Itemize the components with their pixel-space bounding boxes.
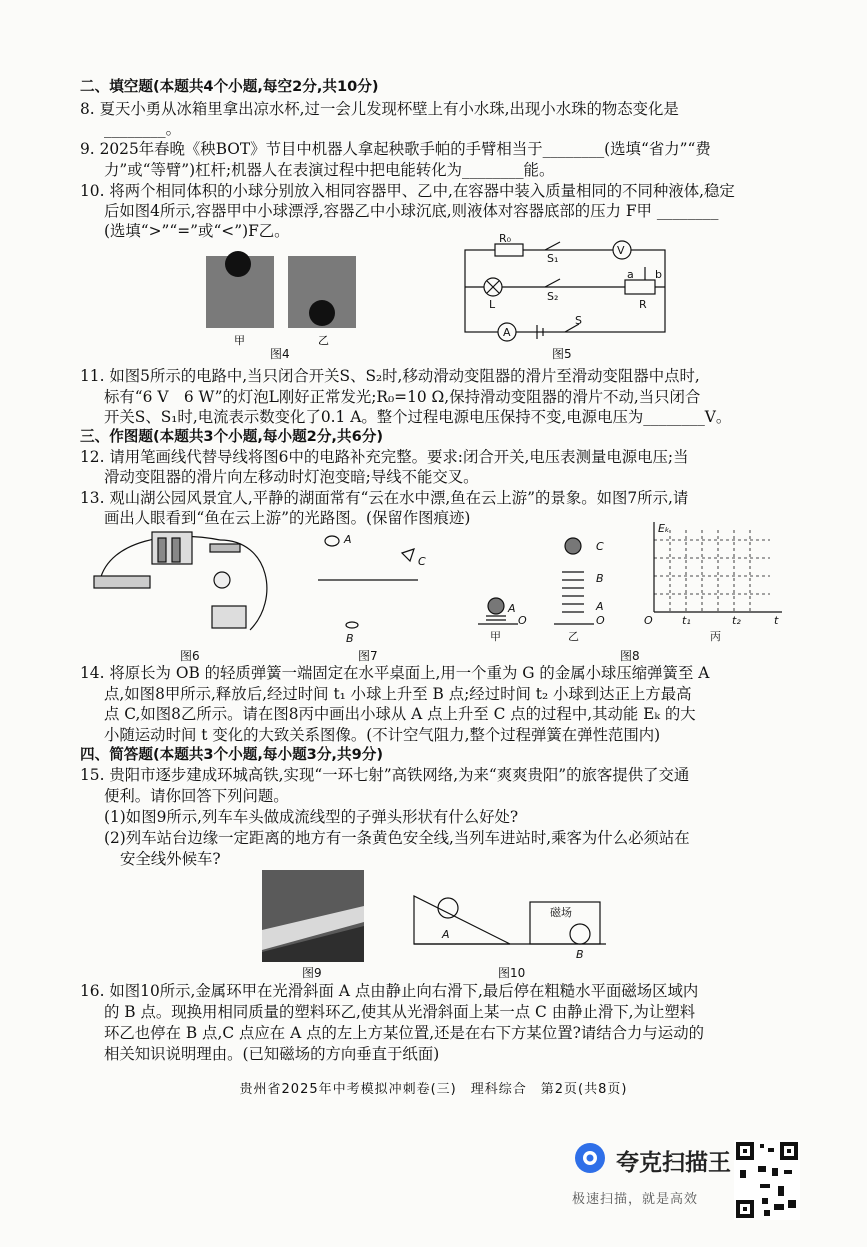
question-13: 13. 观山湖公园风景宜人,平静的湖面常有“云在水中漂,鱼在云上游”的景象。如图7所示,请 xyxy=(80,489,689,507)
fig8-jia-O: O xyxy=(518,614,527,627)
scanner-watermark xyxy=(572,1140,862,1232)
figure-9-train-photo xyxy=(262,870,364,962)
question-14: 14. 将原长为 OB 的轻质弹簧一端固定在水平桌面上,用一个重为 G 的金属小球压缩弹簧至 A xyxy=(80,664,710,682)
question-14-cont2: 点 C,如图8乙所示。请在图8丙中画出小球从 A 点上升至 C 点的过程中,其动能 Eₖ 的大 xyxy=(104,705,696,723)
brand-name: 夸克扫描王 xyxy=(616,1150,731,1176)
figure-8 xyxy=(470,520,790,652)
fig5-caption: 图5 xyxy=(552,347,572,361)
fig7-A: A xyxy=(344,533,352,546)
fig5-R0: R₀ xyxy=(499,232,512,245)
question-10: 10. 将两个相同体积的小球分别放入相同容器甲、乙中,在容器中装入质量相同的不同种液体,稳定 xyxy=(80,182,735,200)
fig10-field: 磁场 xyxy=(550,906,572,919)
fig5-A: A xyxy=(503,326,511,339)
question-15-sub2: (2)列车站台边缘一定距离的地方有一条黄色安全线,当列车进站时,乘客为什么必须站在 xyxy=(104,829,690,847)
fig8-t2: t₂ xyxy=(732,614,741,627)
figure-7 xyxy=(310,525,440,645)
fig8-yi-O: O xyxy=(596,614,605,627)
fig5-S: S xyxy=(575,314,582,327)
figure-5 xyxy=(455,232,670,344)
fig10-B: B xyxy=(576,948,584,961)
page-footer: 贵州省2025年中考模拟冲刺卷(三) 理科综合 第2页(共8页) xyxy=(239,1082,628,1097)
fig8-Ek: Eₖ xyxy=(658,522,670,535)
question-11-cont2: 开关S、S₁时,电流表示数变化了0.1 A。整个过程电源电压保持不变,电源电压为________V。 xyxy=(104,408,732,426)
figure-6 xyxy=(80,520,280,645)
question-15-cont: 便利。请你回答下列问题。 xyxy=(104,787,289,805)
section-drawing: 三、作图题(本题共3个小题,每小题2分,共6分) xyxy=(80,428,383,445)
question-12-cont: 滑动变阻器的滑片向左移动时灯泡变暗;导线不能交叉。 xyxy=(104,468,479,486)
question-13-cont: 画出人眼看到“鱼在云上游”的光路图。(保留作图痕迹) xyxy=(104,509,471,527)
fig7-caption: 图7 xyxy=(358,649,378,663)
fig8-caption: 图8 xyxy=(620,649,640,663)
fig8-t1: t₁ xyxy=(682,614,691,627)
section-fill-in: 二、填空题(本题共4个小题,每空2分,共10分) xyxy=(80,78,379,95)
fig8-jia-A: A xyxy=(508,602,516,615)
fig5-a: a xyxy=(627,268,634,281)
question-15: 15. 贵阳市逐步建成环城高铁,实现“一环七射”高铁网络,为来“爽爽贵阳”的旅客提供了交通 xyxy=(80,766,690,784)
fig10-A: A xyxy=(442,928,450,941)
fig8-bing-O: O xyxy=(644,614,653,627)
fig6-caption: 图6 xyxy=(180,649,200,663)
question-11: 11. 如图5所示的电路中,当只闭合开关S、S₂时,移动滑动变阻器的滑片至滑动变阻器中点时, xyxy=(80,367,700,385)
fig4-label-yi: 乙 xyxy=(318,334,329,347)
fig8-bing: 丙 xyxy=(710,630,721,643)
fig5-S2: S₂ xyxy=(547,290,559,303)
fig8-B: B xyxy=(596,572,604,585)
brand-tagline: 极速扫描，就是高效 xyxy=(572,1192,699,1207)
fig9-caption: 图9 xyxy=(302,966,322,980)
fig4-caption: 图4 xyxy=(270,347,290,361)
fig5-R: R xyxy=(639,298,647,311)
fig8-jia: 甲 xyxy=(490,630,501,643)
quark-logo-icon xyxy=(572,1140,608,1176)
question-14-cont3: 小随运动时间 t 变化的大致关系图像。(不计空气阻力,整个过程弹簧在弹性范围内) xyxy=(104,726,661,744)
question-10-cont: 后如图4所示,容器甲中小球漂浮,容器乙中小球沉底,则液体对容器底部的压力 F甲 ________ xyxy=(104,202,719,220)
question-9-cont: 力”或“等臂”)杠杆;机器人在表演过程中把电能转化为________能。 xyxy=(104,161,555,179)
fig5-b: b xyxy=(655,268,662,281)
question-15-sub2-cont: 安全线外候车? xyxy=(120,850,221,868)
question-12: 12. 请用笔画线代替导线将图6中的电路补充完整。要求:闭合开关,电压表测量电源电压;当 xyxy=(80,448,689,466)
fig4-label-jia: 甲 xyxy=(234,334,245,347)
question-16: 16. 如图10所示,金属环甲在光滑斜面 A 点由静止向右滑下,最后停在粗糙水平面磁场区域内 xyxy=(80,982,699,1000)
fig8-C: C xyxy=(596,540,604,553)
question-16-cont3: 相关知识说明理由。(已知磁场的方向垂直于纸面) xyxy=(104,1045,440,1063)
section-short-answer: 四、简答题(本题共3个小题,每小题3分,共9分) xyxy=(80,746,383,763)
fig5-L: L xyxy=(489,298,496,311)
question-8-cont: ________。 xyxy=(104,120,181,138)
fig5-S1: S₁ xyxy=(547,252,559,265)
qr-code-icon xyxy=(734,1140,800,1220)
fig8-yi: 乙 xyxy=(568,630,579,643)
fig10-caption: 图10 xyxy=(498,966,526,980)
question-15-sub1: (1)如图9所示,列车车头做成流线型的子弹头形状有什么好处? xyxy=(104,808,519,826)
question-9: 9. 2025年春晚《秧BOT》节目中机器人拿起秧歌手帕的手臂相当于________(选填“省力”“费 xyxy=(80,140,711,158)
fig5-V: V xyxy=(617,244,625,257)
question-10-cont2: (选填“>”“=”或“<”)F乙。 xyxy=(104,222,290,240)
question-11-cont: 标有“6 V 6 W”的灯泡L刚好正常发光;R₀=10 Ω,保持滑动变阻器的滑片不动,当只闭合 xyxy=(104,388,701,406)
figure-4 xyxy=(200,248,360,358)
question-14-cont: 点,如图8甲所示,释放后,经过时间 t₁ 小球上升至 B 点;经过时间 t₂ 小球到达正上方最高 xyxy=(104,685,692,703)
fig7-C: C xyxy=(418,555,426,568)
fig7-B: B xyxy=(346,632,354,645)
question-16-cont2: 环乙也停在 B 点,C 点应在 A 点的左上方某位置,还是在右下方某位置?请结合力与运动的 xyxy=(104,1024,704,1042)
fig8-t: t xyxy=(774,614,779,627)
fig8-yi-A: A xyxy=(596,600,604,613)
question-16-cont: 的 B 点。现换用相同质量的塑料环乙,使其从光滑斜面上某一点 C 由静止滑下,为让塑料 xyxy=(104,1003,696,1021)
figure-10 xyxy=(410,892,610,962)
question-8: 8. 夏天小勇从冰箱里拿出凉水杯,过一会儿发现杯壁上有小水珠,出现小水珠的物态变化是 xyxy=(80,100,679,118)
